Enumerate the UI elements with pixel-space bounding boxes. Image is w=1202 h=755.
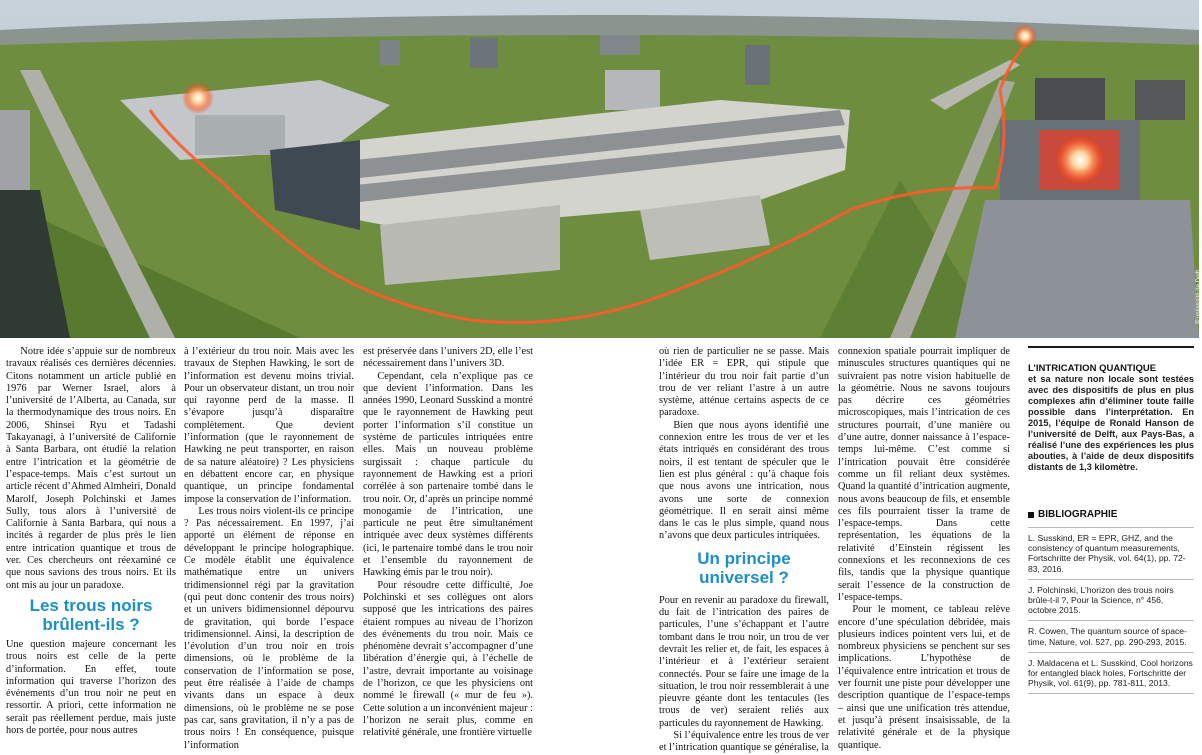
bibliography-item: J. Polchinski, L’horizon des trous noirs brûle-t-il ?, Pour la Science, n° 456, octobre 2015. (1028, 580, 1194, 622)
section-heading-universal-principle: Un principe universel ? (697, 548, 791, 587)
paragraph: Les trous noirs violent-ils ce principe ? Pas nécessairement. En 1997, j’ai apporté un élément de réponse en développant le principe holographique. Ce modèle établit une équivalence mathématique entre un univers tridimensionnel régi par la gravitation (qui peut donc contenir des trous noirs) et un univers bidimensionnel dépourvu de gravitation, qui borde l’espace tridimensionnel. Ainsi, la description de l’évolution d’un trou noir en trois dimensions, où le problème de la conservation de l’information se pose, peut être réalisée à l’aide de champs vivants dans un espace à deux dimensions, où le problème ne se pose pas car, sans gravitation, il n’y a pas de trous noirs ! En conséquence, puisque l’information (184, 505, 354, 751)
campus-aerial-photo (0, 0, 1202, 338)
paragraph: Pour le moment, ce tableau relève encore d’une spéculation débridée, mais plusieurs indices pointent vers lui, et de nombreux physiciens se penchent sur ses implications. L’hypothèse de l’équivalence entre intrication et trous de ver fournit une piste pour développer une description quantique de l’espace-temps – ainsi que une unification très attendue, et jusqu’à présent insaisissable, de la relativité générale et de la physique quantique. (838, 604, 1010, 751)
sidebar-box-text: et sa nature non locale sont testées avec des dispositifs de plus en plus complexes afin d’éliminer toute faille possible dans l’interprétation. En 2015, l’équipe de Ronald Hanson de l’université de Delft, aux Pays-Bas, a réalisé l’une des expériences les plus abouties, à l’aide de deux dispositifs distants de 1,3 kilomètre. (1028, 374, 1194, 472)
paragraph: Pour résoudre cette difficulté, Joe Polchinski et ses collègues ont alors supposé que les intrications des paires étaient rompues au niveau de l’horizon des événements du trou noir. Mais ce phénomène devrait s’accompagner d’une libération d’énergie qui, à l’échelle de l’astre, devrait importante au voisinage de l’horizon, ce que les physiciens ont nommé le firewall (« mur de feu »). Cette solution a un inconvénient majeur : l’horizon ne serait plus, comme en relativité générale, une frontière virtuelle (363, 579, 533, 739)
paragraph: connexion spatiale pourrait impliquer de minuscules structures quantiques qui ne suivraient pas notre vision habituelle de la géométrie. Nous ne savons toujours pas décrire ces géométries microscopiques, mais l’intrication de ces structures pourrait, d’une manière ou d’une autre, donner naissance à l’espace-temps lui-même. C’est comme si l’intrication pouvait être considérée comme un fil reliant deux systèmes. Quand la quantité d’intrication augmente, nous avons beaucoup de fils, et ensemble ces fils pourraient tisser la trame de l’espace-temps. Dans cette représentation, les équations de la relativité d’Einstein régissent les connexions et les reconnexions de ces fils, tandis que la physique quantique serait l’essence de la construction de l’espace-temps. (838, 346, 1010, 603)
sidebar-box-title: L’INTRICATION QUANTIQUE (1028, 346, 1194, 374)
article-column-1 (6, 346, 176, 737)
paragraph: à l’extérieur du trou noir. Mais avec les travaux de Stephen Hawking, le sort de l’information est devenu moins trivial. Pour un observateur distant, un trou noir qui rayonne perd de la masse. Il s’évapore jusqu’à disparaître complètement. Que devient l’information (que le rayonnement de Hawking ne peut transporter, en raison de sa nature aléatoire) ? Les physiciens en débattent encore car, en physique quantique, un principe fondamental impose la conservation de l’information. (184, 346, 354, 505)
bibliography-heading (1028, 509, 1194, 520)
article-column-4 (659, 346, 829, 755)
paragraph: Pour en revenir au paradoxe du firewall, du fait de l’intrication des paires de particules, l’une s’échappant et l’autre tombant dans le trou noir, un trou de ver devrait les relier et, de fait, les espaces à l’intérieur et à l’extérieur seraient connectés. Pour se faire une image de la situation, le trou noir ressemblerait à une pieuvre géante dont les tentacules (les trous de ver) seraient reliés aux particules du rayonnement de Hawking. (659, 594, 829, 729)
photo-illustration (0, 0, 1199, 338)
bibliography-item: R. Cowen, The quantum source of space-time, Nature, vol. 527, pp. 290-293, 2015. (1028, 621, 1194, 652)
paragraph: Bien que nous ayons identifié une connexion entre les trous de ver et les états intriqués en considérant des trous noirs, il est tentant de spéculer que le lien est plus général : qu’à chaque fois que nous avons une intrication, nous avons une sorte de connexion géométrique. Il en serait ainsi même dans le cas le plus simple, quand nous n’avons que deux particules intriquées. (659, 419, 829, 542)
sidebar (1028, 346, 1194, 694)
bibliography-heading-label: BIBLIOGRAPHIE (1038, 509, 1118, 520)
paragraph: Cependant, cela n’explique pas ce que devient l’information. Dans les années 1990, Leonard Susskind a montré que le rayonnement de Hawking peut porter l’information s’il constitue un système de particules intriquées entre elles. Mais un nouveau problème surgissait : chaque particule du rayonnement de Hawking est a priori corrélée à son partenaire tombé dans le trou noir. Or, d’après un principe nommé monogamie de l’intrication, une particule ne peut être simultanément intriquée avec deux systèmes différents (ici, le partenaire tombé dans le trou noir et l’ensemble du rayonnement de Hawking émis par le trou noir). (363, 370, 533, 579)
paragraph: Si l’équivalence entre les trous de ver et l’intrication quantique se généralise, la (659, 730, 829, 754)
paragraph: est préservée dans l’univers 2D, elle l’est nécessairement dans l’univers 3D. (363, 346, 533, 370)
square-bullet-icon (1028, 512, 1034, 518)
paragraph: où rien de particulier ne se passe. Mais l’idée ER = EPR, qui stipule que l’intérieur du trou noir fait partie d’un trou de ver reliant l’astre à un autre système, atténue certains aspects de ce paradoxe. (659, 346, 829, 419)
photo-credit: © université de Delft (1196, 270, 1202, 325)
bibliography-item: J. Maldacena et L. Susskind, Cool horizons for entangled black holes, Fortschritte der Physik, vol. 61(9), pp. 781-811, 2013. (1028, 653, 1194, 695)
bibliography-item: L. Susskind, ER = EPR, GHZ, and the consistency of quantum measurements, Fortschritte der Physik, vol. 64(1), pp. 72-83, 2016. (1028, 528, 1194, 580)
article-column-3 (363, 346, 533, 740)
article-column-2 (184, 346, 354, 752)
section-heading-black-holes: Les trous noirs brûlent-ils ? (29, 595, 153, 634)
article-column-5 (838, 346, 1010, 752)
paragraph: Notre idée s’appuie sur de nombreux travaux réalisés ces dernières décennies. Citons notamment un article publié en 1976 par Werner Israel, alors à l’université de l’Alberta, au Canada, sur la thermodynamique des trous noirs. En 2006, Shinsei Ryu et Tadashi Takayanagi, à l’université de Californie à Santa Barbara, ont étudié la relation entre l’intrication et la géométrie de l’espace-temps. Mais c’est surtout un article récent d’Ahmed Almheiri, Donald Marolf, Joseph Polchinski et James Sully, tous alors à l’université de Californie à Santa Barbara, qui nous a incités à regarder de plus près le lien entre intrication quantique et trous de ver. Ces chercheurs ont réexaminé ce que nous savions des trous noirs. Et ils ont mis au jour un paradoxe. (6, 346, 176, 591)
paragraph: Une question majeure concernant les trous noirs est celle de la perte d’information. En effet, toute information qui traverse l’horizon des événements d’un trou noir ne peut en ressortir. A priori, cette information ne serait pas réellement perdue, mais juste hors de portée, pour nous autres (6, 638, 176, 737)
